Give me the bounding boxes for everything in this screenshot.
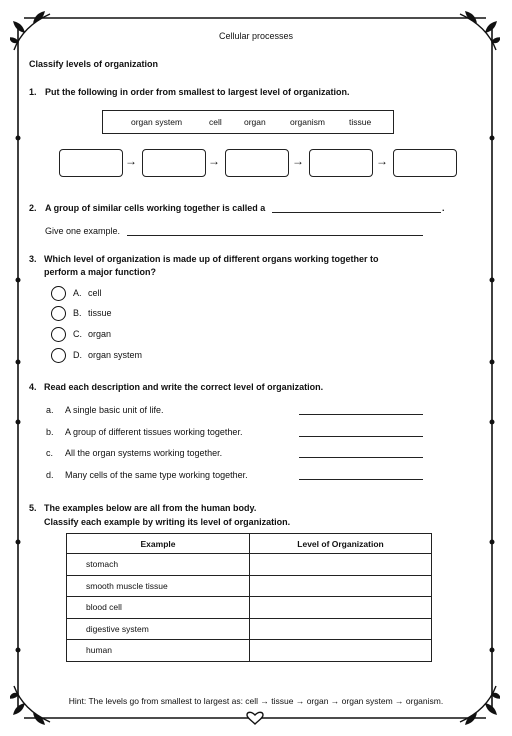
word-bank-item: organism: [290, 117, 325, 127]
table-header-row: [67, 534, 432, 554]
order-answer-box[interactable]: [225, 149, 289, 177]
option-d-text: organ system: [88, 350, 143, 360]
arrow-icon: →: [292, 154, 304, 168]
table-row: [67, 597, 432, 619]
q3-prompt-line2: perform a major function?: [44, 267, 157, 277]
option-c-text: organ: [88, 329, 112, 339]
example-cell: digestive system: [67, 618, 250, 640]
section-title: Classify levels of organization: [29, 59, 159, 69]
option-b-radio[interactable]: [51, 306, 66, 321]
q2-prompt: A group of similar cells working together is called a: [45, 203, 266, 213]
q4-answer-line[interactable]: [299, 414, 423, 415]
option-c-radio[interactable]: [51, 327, 66, 342]
option-c-letter: C.: [73, 329, 82, 339]
q4-item-letter: d.: [46, 470, 54, 480]
q4-item-text: All the organ systems working together.: [65, 448, 223, 458]
level-answer-cell[interactable]: [250, 640, 432, 662]
column-header-example: Example: [67, 534, 250, 554]
option-d-radio[interactable]: [51, 348, 66, 363]
heart-icon: [247, 712, 263, 724]
q4-item-text: A single basic unit of life.: [65, 405, 164, 415]
arrow-icon: →: [208, 154, 220, 168]
word-bank: [102, 110, 394, 134]
q4-answer-line[interactable]: [299, 436, 423, 437]
q3-prompt-line1: Which level of organization is made up of different organs working together to: [44, 254, 379, 264]
worksheet-header: Cellular processes: [218, 31, 294, 41]
q4-item-letter: a.: [46, 405, 54, 415]
example-cell: blood cell: [67, 597, 250, 619]
hint-text: Hint: The levels go from smallest to largest as: cell → tissue → organ → organ system → organism.: [68, 696, 444, 706]
word-bank-item: organ system: [131, 117, 183, 127]
q2-number: 2.: [29, 203, 37, 213]
table-row: [67, 618, 432, 640]
q2-example-line[interactable]: [127, 235, 423, 236]
table-row: [67, 640, 432, 662]
option-a-radio[interactable]: [51, 286, 66, 301]
classification-table: [66, 533, 432, 662]
order-answer-box[interactable]: [59, 149, 123, 177]
q4-number: 4.: [29, 382, 37, 392]
q5-prompt-line2: Classify each example by writing its level of organization.: [44, 517, 291, 527]
table-row: [67, 554, 432, 576]
column-header-level: Level of Organization: [250, 534, 432, 554]
q2-answer-line[interactable]: [272, 212, 441, 213]
arrow-icon: →: [376, 154, 388, 168]
q2-example-label: Give one example.: [45, 226, 121, 236]
level-answer-cell[interactable]: [250, 597, 432, 619]
arrow-icon: →: [125, 154, 137, 168]
word-bank-item: tissue: [349, 117, 372, 127]
q1-number: 1.: [29, 87, 37, 97]
q4-prompt: Read each description and write the correct level of organization.: [44, 382, 324, 392]
order-answer-box[interactable]: [142, 149, 206, 177]
q5-prompt-line1: The examples below are all from the human body.: [44, 503, 257, 513]
word-bank-item: organ: [244, 117, 266, 127]
order-answer-box[interactable]: [393, 149, 457, 177]
q4-item-letter: c.: [46, 448, 54, 458]
example-cell: human: [67, 640, 250, 662]
example-cell: smooth muscle tissue: [67, 575, 250, 597]
example-cell: stomach: [67, 554, 250, 576]
q1-prompt: Put the following in order from smallest to largest level of organization.: [45, 87, 350, 97]
q4-answer-line[interactable]: [299, 457, 423, 458]
q2-period: .: [442, 203, 445, 213]
q4-item-text: Many cells of the same type working together.: [65, 470, 248, 480]
option-d-letter: D.: [73, 350, 82, 360]
option-a-text: cell: [88, 288, 102, 298]
table-row: [67, 575, 432, 597]
q4-answer-line[interactable]: [299, 479, 423, 480]
level-answer-cell[interactable]: [250, 618, 432, 640]
q3-number: 3.: [29, 254, 37, 264]
q5-number: 5.: [29, 503, 37, 513]
option-b-text: tissue: [88, 308, 112, 318]
word-bank-item: cell: [209, 117, 222, 127]
q4-item-text: A group of different tissues working together.: [65, 427, 243, 437]
option-b-letter: B.: [73, 308, 82, 318]
q4-item-letter: b.: [46, 427, 54, 437]
level-answer-cell[interactable]: [250, 554, 432, 576]
level-answer-cell[interactable]: [250, 575, 432, 597]
option-a-letter: A.: [73, 288, 82, 298]
order-answer-box[interactable]: [309, 149, 373, 177]
